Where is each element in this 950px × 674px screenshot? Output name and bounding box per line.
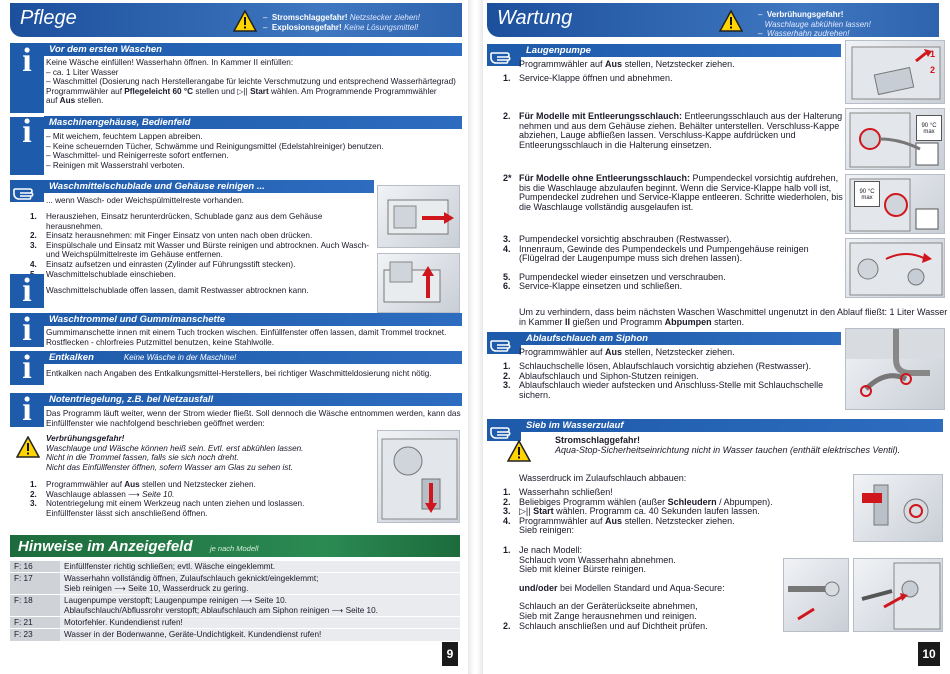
drawer-steps: [30, 212, 373, 279]
list-item: 3. Ablaufschlauch wieder aufstecken und Anschluss-Stelle mit Schlauchschelle sichern.: [503, 380, 824, 400]
list-item: 6. Service-Klappe einsetzen und schließen.: [503, 281, 683, 292]
temperature-badge: 90 °C max: [854, 181, 880, 207]
list-item: Waschmittelschublade einschieben.: [46, 269, 176, 279]
page-number: 9: [442, 642, 458, 666]
section-bar-first-wash: Vor dem ersten Waschen: [44, 43, 462, 56]
drain-pump-intro: Programmwähler auf Aus stellen, Netzstecker ziehen.: [519, 59, 735, 69]
start-pause-icon: ▷||: [237, 86, 251, 96]
list-item: 4. Innenraum, Gewinde des Pumpendeckels und Pumpengehäuse reinigen (Flügelrad der Laugenpumpe muss sich drehen lassen).: [503, 243, 809, 264]
table-row: F: 23 Wasser in der Bodenwanne, Geräte-Undichtigkeit. Kundendienst rufen!: [10, 629, 460, 641]
drawer-insert-image: [377, 253, 460, 313]
siphon-intro: Programmwähler auf Aus stellen, Netzstecker ziehen.: [519, 347, 735, 357]
header-bar: [487, 3, 939, 37]
scald-warning: Verbrühungsgefahr! Waschlauge und Wäsche können heiß sein. Evtl. erst abkühlen lassen. Nicht in die Trommel fassen, falls sie sich noch dreht. Nicht das Einfüllfenster öffnen, sofern Wasser am Glas zu sehen ist.: [46, 434, 304, 472]
page-gutter: [468, 0, 483, 674]
hand-pointer-icon: [487, 44, 521, 66]
section-housing-text: – Mit weichem, feuchtem Lappen abreiben. – Keine scheuernden Tücher, Schwämme und Reinigungsmittel (Edelstahlreiniger) benutzen. – Waschmittel- und Reinigerreste sofort entfernen. – Reinigen mit Wasserstrahl verboten.: [46, 132, 384, 170]
warning-triangle-icon: [719, 10, 743, 32]
list-item: Schlauch an der Geräterückseite abnehmen, Sieb mit Zange herausnehmen und reinigen.: [519, 601, 698, 621]
page-10: [483, 0, 950, 674]
display-notes-banner: Hinweise im Anzeigefeld je nach Modell: [10, 535, 460, 557]
header-warnings: – Stromschlaggefahr! Netzstecker ziehen! – Explosionsgefahr! Keine Lösungsmittel!: [263, 13, 420, 32]
table-row: F: 21 Motorfehler. Kundendienst rufen!: [10, 617, 460, 629]
service-flap-image: [845, 40, 945, 104]
list-item: 3. Notentriegelung mit einem Werkzeug nach unten ziehen und loslassen.: [30, 499, 305, 509]
start-pause-icon: ▷||: [519, 506, 534, 517]
rear-filter-image: [853, 558, 943, 632]
section-bar-housing: Maschinengehäuse, Bedienfeld: [44, 116, 462, 129]
hand-pointer-icon: [487, 332, 521, 354]
inlet-filter-steps: [503, 488, 833, 536]
electric-shock-warning: Stromschlaggefahr! Aqua-Stop-Sicherheitseinrichtung nicht in Wasser tauchen (enthält elektrisches Ventil).: [555, 435, 901, 455]
list-item: 1. Schlauchschelle lösen, Ablaufschlauch vorsichtig abziehen (Restwasser).: [503, 361, 812, 371]
list-item: 3. Einspülschale und Einsatz mit Wasser und Bürste reinigen und abtrocknen. Auch Wasch- und Weichspülmittelreste im Gehäuse entfernen.: [30, 240, 369, 260]
section-descale-text: Entkalken nach Angaben des Entkalkungsmittel-Herstellers, bei richtiger Waschmitteldosierung nicht nötig.: [46, 369, 432, 378]
list-item: Einfüllfenster lässt sich anschließend öffnen.: [46, 508, 208, 518]
list-item: 1. Je nach Modell: Schlauch vom Wasserhahn abnehmen. Sieb mit kleiner Bürste reinigen.: [503, 545, 676, 575]
table-row: F: 17 Wasserhahn vollständig öffnen, Zulaufschlauch geknickt/eingeklemmt; Sieb reinigen ⟶ Seite 10, Wasserdruck zu gering.: [10, 573, 460, 595]
info-icon: i: [10, 313, 44, 347]
section-first-wash-text: Keine Wäsche einfüllen! Wasserhahn öffnen. In Kammer II einfüllen: – ca. 1 Liter Wasser – Waschmittel (Dosierung nach Herstellerangabe für leichte Verschmutzung und entsprechend Wasserhärtegrad) Programmwähler auf Pflegeleicht 60 °C stellen und ▷|| Start wählen. Am Programmende Programmwähler auf Aus stellen.: [46, 58, 456, 106]
list-item: 2. Waschlauge ablassen ⟶ Seite 10.: [30, 489, 175, 499]
hand-pointer-icon: [487, 419, 521, 441]
drain-pump-steps: [503, 235, 843, 292]
warning-triangle-icon: [507, 440, 531, 462]
section-emergency-text: Das Programm läuft weiter, wenn der Strom wieder fließt. Soll dennoch die Wäsche entnommen werden, kann das Einfüllfenster wie nachfolgend beschrieben geöffnet werden:: [46, 409, 461, 428]
section-bar-siphon: Ablaufschlauch am Siphon: [521, 332, 841, 345]
page-9: [0, 0, 468, 674]
siphon-image: [845, 328, 945, 410]
section-drawer-intro: ... wenn Wasch- oder Weichspülmittelreste vorhanden.: [46, 196, 244, 205]
tap-filter-image: [853, 474, 943, 542]
list-item: 4. Programmwähler auf Aus stellen. Netzstecker ziehen.: [503, 515, 735, 526]
list-item: 2. Schlauch anschließen und auf Dichtheit prüfen.: [503, 620, 708, 631]
header-warnings: – Verbrühungsgefahr! Waschlauge abkühlen lassen! – Wasserhahn zudrehen!: [758, 10, 871, 38]
svg-text:1: 1: [930, 49, 936, 59]
drain-pump-step-2: [503, 112, 843, 150]
list-item: 4. Einsatz aufsetzen und einrasten (Zylinder auf Führungsstift stecken).: [30, 259, 296, 269]
list-item: 3. Pumpendeckel vorsichtig abschrauben (Restwasser).: [503, 234, 732, 244]
list-item: 2. Ablaufschlauch und Siphon-Stutzen reinigen.: [503, 370, 699, 381]
list-item: 3. ▷|| Start wählen. Programm ca. 40 Sekunden laufen lassen.: [503, 506, 760, 517]
list-item: 1. Service-Klappe öffnen und abnehmen.: [503, 73, 673, 83]
temperature-badge: 90 °C max: [916, 115, 942, 141]
section-drum-text: Gummimanschette innen mit einem Tuch trocken wischen. Einfüllfenster offen lassen, damit Trommel trocknet. Rostflecken - chlorfreies Putzmittel benutzen, keine Stahlwolle.: [46, 328, 447, 347]
table-row: F: 16 Einfüllfenster richtig schließen; evtl. Wäsche eingeklemmt.: [10, 561, 460, 573]
svg-text:2: 2: [930, 65, 936, 75]
list-item: 1. Wasserhahn schließen!: [503, 487, 613, 497]
section-bar-drawer: Waschmittelschublade und Gehäuse reinigen ...: [44, 180, 374, 193]
pump-cover-image: [845, 174, 945, 234]
list-item: 5. Pumpendeckel wieder einsetzen und verschrauben.: [503, 271, 726, 282]
siphon-steps: [503, 362, 843, 400]
table-row: F: 18 Laugenpumpe verstopft; Laugenpumpe reinigen ⟶ Seite 10. Ablaufschlauch/Abflussrohr verstopft; Ablaufschlauch am Siphon reinigen ⟶ Seite 10.: [10, 595, 460, 617]
warning-triangle-icon: [16, 436, 40, 458]
list-item: 1. Herausziehen, Einsatz herunterdrücken, Schublade ganz aus dem Gehäuse herausnehmen.: [30, 212, 323, 231]
section-bar-emergency-release: Notentriegelung, z.B. bei Netzausfall: [44, 393, 462, 406]
section-bar-drum: Waschtrommel und Gummimanschette: [44, 313, 462, 326]
emergency-steps: [30, 480, 370, 518]
page-title: Pflege: [20, 7, 77, 29]
section-bar-drain-pump: Laugenpumpe: [521, 44, 841, 57]
info-icon: i: [10, 351, 44, 385]
descale-note: Keine Wäsche in der Maschine!: [123, 353, 237, 362]
section-bar-descale: Entkalken Keine Wäsche in der Maschine!: [44, 351, 462, 364]
list-item: 2* Für Modelle ohne Entleerungsschlauch: Pumpendeckel vorsichtig aufdrehen, bis die Waschlauge abzulaufen beginnt. Wenn die Service-Klappe halb voll ist, Pumpendeckel zudrehen und Service-Klappe entleeren. Schritte wiederholen, bis die Waschlauge vollständig ausgelaufen ist.: [503, 173, 843, 212]
list-item: und/oder bei Modellen Standard und Aqua-Secure:: [519, 582, 725, 593]
pump-housing-image: [845, 238, 945, 298]
info-icon: i: [10, 393, 44, 427]
info-icon: i: [10, 43, 44, 113]
list-item: 2. Beliebiges Programm wählen (außer Schleudern / Abpumpen).: [503, 496, 773, 507]
hand-pointer-icon: [10, 180, 44, 202]
list-item: 1. Programmwähler auf Aus stellen und Netzstecker ziehen.: [30, 480, 256, 489]
info-icon: i: [10, 117, 44, 175]
list-item: 2. Einsatz herausnehmen: mit Finger Einsatz von unten nach oben drücken.: [30, 231, 313, 241]
info-icon: i: [10, 274, 44, 308]
warning-triangle-icon: [233, 10, 257, 32]
drain-pump-step-2b: [503, 174, 843, 212]
list-item: Sieb reinigen:: [519, 525, 575, 536]
hose-connector-image: [783, 558, 849, 632]
drawer-removal-image: [377, 185, 460, 248]
error-code-table: [10, 561, 460, 642]
list-item: 2. Für Modelle mit Entleerungsschlauch: Entleerungsschlauch aus der Halterung nehmen und aus dem Gehäuse ziehen. Behälter unterstellen. Verschluss-Kappe abziehen, Lauge abfließen lassen. Verschluss-Kappe aufdrücken und Entleerungsschlauch in die Halterung einsetzen.: [503, 111, 843, 150]
drain-pump-note: Um zu verhindern, dass beim nächsten Waschen Waschmittel ungenutzt in den Ablauf fließt: 1 Liter Wasser in Kammer II gießen und Programm Abpumpen starten.: [519, 307, 948, 327]
inlet-filter-intro: Wasserdruck im Zulaufschlauch abbauen:: [519, 473, 687, 483]
emergency-release-image: [377, 430, 460, 523]
page-title: Wartung: [497, 7, 573, 29]
page-number: 10: [918, 642, 940, 666]
drain-hose-image: [845, 108, 945, 170]
drain-pump-step-1: [503, 74, 843, 84]
drawer-open-note: Waschmittelschublade offen lassen, damit Restwasser abtrocknen kann.: [46, 286, 309, 295]
section-bar-inlet-filter: Sieb im Wasserzulauf: [521, 419, 943, 432]
